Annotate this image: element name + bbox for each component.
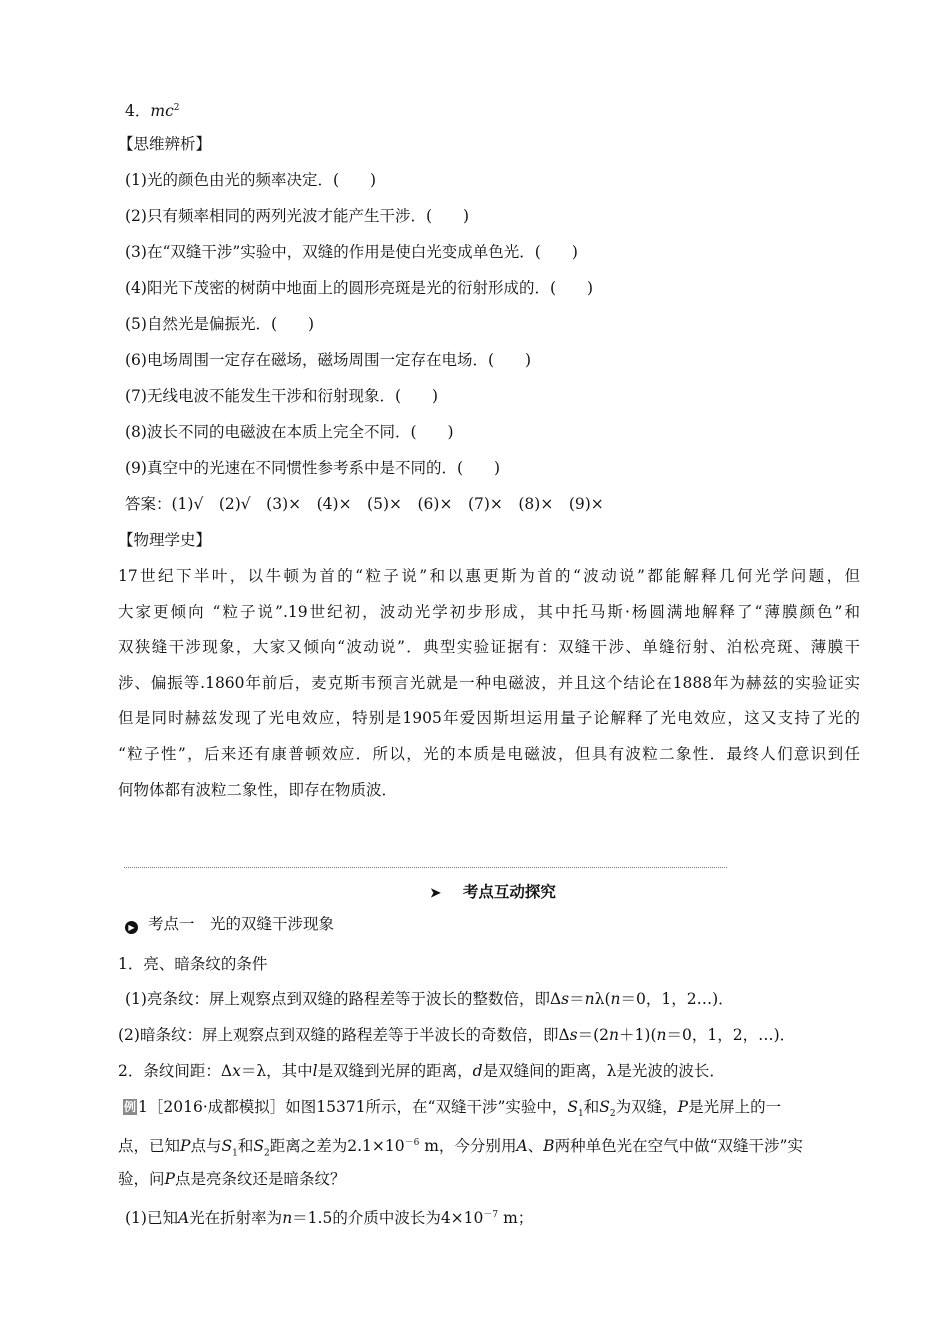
statement-3: (3)在“双缝干涉”实验中，双缝的作用是使白光变成单色光．( ): [125, 243, 578, 261]
statement-5: (5)自然光是偏振光．( ): [125, 315, 315, 333]
history-line-7: 何物体都有波粒二象性，即存在物质波．: [118, 780, 398, 799]
answers-line: 答案：(1)√ (2)√ (3)× (4)× (5)× (6)× (7)× (8)× (9)×: [125, 495, 604, 513]
dark-fringe-condition: (2)暗条纹：屏上观察点到双缝的路程差等于半波长的奇数倍，即Δs＝(2n＋1)(n＝0，1，2，…)．: [118, 1026, 796, 1044]
section-heading-thinking: 【思维辨析】: [118, 135, 212, 153]
history-line-4: 涉、偏振等.1860年前后，麦克斯韦预言光就是一种电磁波，并且这个结论在1888年为赫兹的实验证实: [118, 673, 860, 692]
statement-8: (8)波长不同的电磁波在本质上完全不同．( ): [125, 423, 454, 441]
arrow-right-icon: ➤: [430, 886, 441, 901]
statement-2: (2)只有频率相同的两列光波才能产生干涉．( ): [125, 207, 470, 225]
statement-7: (7)无线电波不能发生干涉和衍射现象．( ): [125, 387, 439, 405]
bright-fringe-condition: (1)亮条纹：屏上观察点到双缝的路程差等于波长的整数倍，即Δs＝nλ(n＝0，1，2…)．: [125, 990, 734, 1008]
statement-6: (6)电场周围一定存在磁场，磁场周围一定存在电场．( ): [125, 351, 532, 369]
history-line-5: 但是同时赫兹发现了光电效应，特别是1905年爱因斯坦运用量子论解释了光电效应，这又支持了光的: [118, 709, 860, 728]
example-line-1: 例 1［2016·成都模拟］如图15371所示，在“双缝干涉”实验中，$S_1$和$S_2$为双缝，P是光屏上的一: [124, 1098, 782, 1120]
section-heading-history: 【物理学史】: [118, 531, 212, 549]
history-line-3: 双狭缝干涉现象，大家又倾向“波动说”．典型实验证据有：双缝干涉、单缝衍射、泊松亮斑、薄膜干: [118, 638, 860, 657]
item-1-title: 1．亮、暗条纹的条件: [118, 955, 268, 973]
statement-4: (4)阳光下茂密的树荫中地面上的圆形亮斑是光的衍射形成的．( ): [125, 279, 594, 297]
history-paragraph: [118, 559, 860, 808]
fringe-spacing: 2．条纹间距：Δx＝λ，其中l是双缝到光屏的距离，d是双缝间的距离，λ是光波的波长．: [118, 1062, 725, 1080]
section-divider: [124, 867, 727, 868]
example-line-2: 点，已知P点与$S_1$和$S_2$距离之差为$2.1\times 10^{-6}$ m，今分别用A、B两种单色光在空气中做“双缝干涉”实: [118, 1137, 803, 1159]
history-line-2: 大家更倾向 “粒子说”.19世纪初，波动光学初步形成，其中托马斯·杨圆满地解释了“薄膜颜色”和: [118, 602, 860, 621]
history-line-1: 17世纪下半叶，以牛顿为首的“粒子说”和以惠更斯为首的“波动说”都能解释几何光学问题，但: [118, 567, 860, 585]
example-question-1: (1)已知A光在折射率为n＝1.5的介质中波长为$4\times 10^{-7}$ m；: [125, 1209, 534, 1228]
example-badge: 例: [124, 1100, 137, 1114]
statement-1: (1)光的颜色由光的频率决定．( ): [125, 171, 377, 189]
item-4: 4．$mc^2$: [125, 102, 180, 121]
statement-9: (9)真空中的光速在不同惯性参考系中是不同的．( ): [125, 459, 501, 477]
play-bullet-icon: ▶: [125, 921, 138, 934]
topic-1-heading: ▶ 考点一 光的双缝干涉现象: [125, 914, 334, 934]
history-line-6: “粒子性”，后来还有康普顿效应．所以，光的本质是电磁波，但具有波粒二象性．最终人们意识到任: [118, 744, 860, 763]
explore-section-title: ➤ 考点互动探究: [430, 882, 556, 901]
example-line-3: 验，问P点是亮条纹还是暗条纹？: [118, 1170, 346, 1188]
